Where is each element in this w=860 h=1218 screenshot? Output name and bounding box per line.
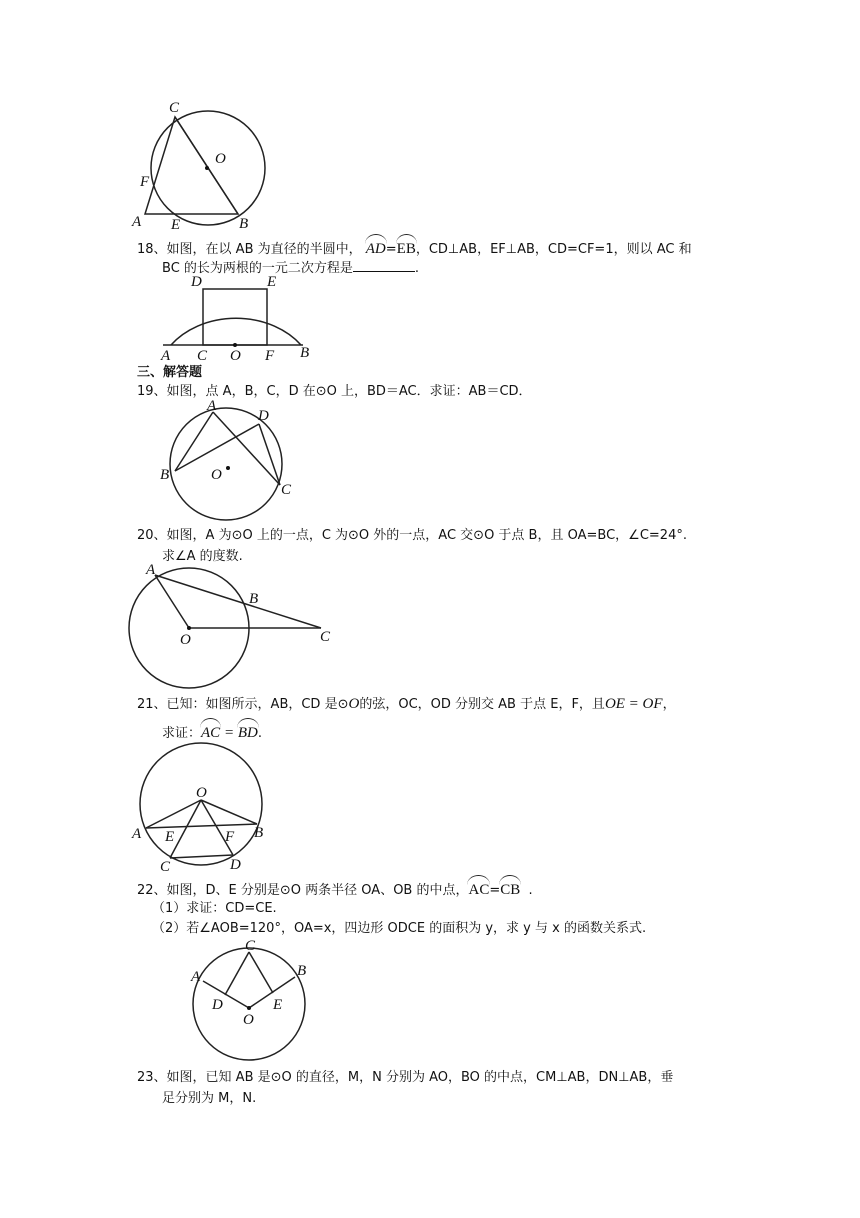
q22-number: 22、: [137, 883, 167, 898]
semicircle: [171, 318, 301, 345]
q22-text-a: 如图，D、E 分别是⊙O 两条半径 OA、OB 的中点，: [166, 883, 469, 898]
q18-period: .: [414, 261, 420, 276]
label-o: O: [211, 467, 222, 483]
q21-o: O: [348, 696, 360, 712]
chord-dc: [259, 424, 280, 485]
q18-text-c: BC 的长为两根的一元二次方程是: [162, 261, 353, 276]
label-o: O: [243, 1012, 254, 1028]
q18-arc-eb: EB: [397, 236, 416, 259]
q21-text-c: ，: [662, 697, 676, 712]
answer-blank[interactable]: [353, 257, 415, 272]
q23-body-1: 如图，已知 AB 是⊙O 的直径，M，N 分别为 AO，BO 的中点，CM⊥AB，DN⊥AB，垂: [166, 1070, 674, 1085]
q22-eq: =: [489, 883, 501, 898]
label-d: D: [191, 274, 202, 290]
figure-q17: [120, 92, 280, 234]
q19-number: 19、: [137, 384, 167, 399]
q21-condition: OE = OF: [604, 696, 663, 712]
chord-ab: [146, 824, 257, 828]
q23-number: 23、: [137, 1070, 167, 1085]
label-d: D: [230, 857, 241, 873]
q20-body-1: 如图，A 为⊙O 上的一点，C 为⊙O 外的一点，AC 交⊙O 于点 B，且 OA=BC，∠C=24°.: [166, 528, 687, 543]
label-b: B: [300, 345, 310, 361]
q22-arc-ac: AC: [468, 877, 489, 900]
label-a: A: [207, 398, 217, 414]
label-a: A: [132, 214, 142, 230]
q20-body-2: 求∠A 的度数.: [162, 549, 243, 564]
q21-period: .: [257, 726, 262, 741]
label-o: O: [180, 632, 191, 648]
circle-o: [193, 948, 305, 1060]
q23-line1: [137, 1068, 673, 1088]
q22-sub2: （2）若∠AOB=120°，OA=x，四边形 ODCE 的面积为 y，求 y 与 x 的函数关系式.: [152, 921, 647, 936]
q18-text-a: 如图，在以 AB 为直径的半圆中，: [166, 242, 362, 257]
q21-arc-bd: BD: [238, 720, 258, 743]
figure-q22: [185, 935, 315, 1065]
square-cdef: [203, 289, 267, 345]
label-f: F: [140, 174, 150, 190]
q22-line1: [137, 877, 533, 901]
label-c: C: [197, 348, 208, 364]
q21-odot: ⊙: [337, 697, 349, 712]
q19-body: 如图，点 A，B，C，D 在⊙O 上，BD＝AC．求证：AB＝CD．: [166, 384, 532, 399]
label-d: D: [258, 408, 269, 424]
label-a: A: [132, 826, 142, 842]
label-f: F: [265, 348, 275, 364]
q21-text-b: 的弦，OC，OD 分别交 AB 于点 E，F，且: [359, 697, 605, 712]
center-point: [233, 343, 237, 347]
label-c: C: [245, 938, 256, 954]
q18-number: 18、: [137, 242, 167, 257]
label-e: E: [165, 829, 175, 845]
label-a: A: [161, 348, 171, 364]
label-d: D: [212, 997, 223, 1013]
segment-cd: [225, 952, 249, 995]
label-o: O: [196, 785, 207, 801]
q20-number: 20、: [137, 528, 167, 543]
figure-q21: [128, 740, 278, 875]
line-ac: [155, 575, 321, 628]
diameter-cb: [175, 117, 238, 214]
q21-number: 21、: [137, 697, 167, 712]
label-o: O: [230, 348, 241, 364]
label-b: B: [239, 216, 249, 232]
figure-q18: [155, 272, 325, 364]
label-b: B: [254, 825, 264, 841]
q22-arc-cb: CB: [500, 877, 520, 900]
radius-ob: [201, 800, 257, 824]
label-b: B: [249, 591, 259, 607]
q18-arc-ad: AD: [366, 236, 386, 259]
label-e: E: [171, 217, 181, 233]
q21-text-a: 已知：如图所示，AB，CD 是: [166, 697, 338, 712]
label-f: F: [225, 829, 235, 845]
q23-line2: [162, 1089, 256, 1109]
figure-q20: [125, 560, 345, 695]
label-c: C: [281, 482, 292, 498]
center-point: [226, 466, 230, 470]
q22-sub1: （1）求证：CD=CE.: [152, 901, 277, 916]
center-point: [247, 1006, 251, 1010]
q21-eq: =: [220, 725, 238, 741]
label-c: C: [320, 629, 331, 645]
label-a: A: [146, 562, 156, 578]
q18-text-b: ，CD⊥AB，EF⊥AB，CD=CF=1，则以 AC 和: [415, 242, 692, 257]
figure-q19: [155, 398, 305, 528]
radius-oa: [155, 575, 189, 628]
center-point: [187, 626, 191, 630]
label-b: B: [297, 963, 307, 979]
label-e: E: [267, 274, 277, 290]
q20-line1: [137, 526, 687, 546]
q22-period: .: [528, 883, 533, 898]
q21-line1: [137, 694, 676, 715]
circle-o: [140, 743, 262, 865]
segment-ce: [249, 952, 273, 993]
chord-ac: [213, 412, 280, 485]
line-od: [201, 800, 233, 855]
section-title: 三、解答题: [137, 365, 203, 380]
q18-eq: =: [385, 242, 397, 257]
chord-cd: [170, 855, 233, 858]
q21-prove: 求证：: [162, 726, 202, 741]
label-c: C: [160, 859, 171, 875]
label-a: A: [191, 969, 201, 985]
label-b: B: [160, 467, 170, 483]
q23-body-2: 足分别为 M，N.: [162, 1091, 257, 1106]
label-e: E: [273, 997, 283, 1013]
q21-arc-ac: AC: [201, 720, 220, 743]
chord-ab: [175, 412, 213, 471]
label-c: C: [169, 100, 180, 116]
label-o: O: [215, 151, 226, 167]
center-point: [205, 166, 209, 170]
